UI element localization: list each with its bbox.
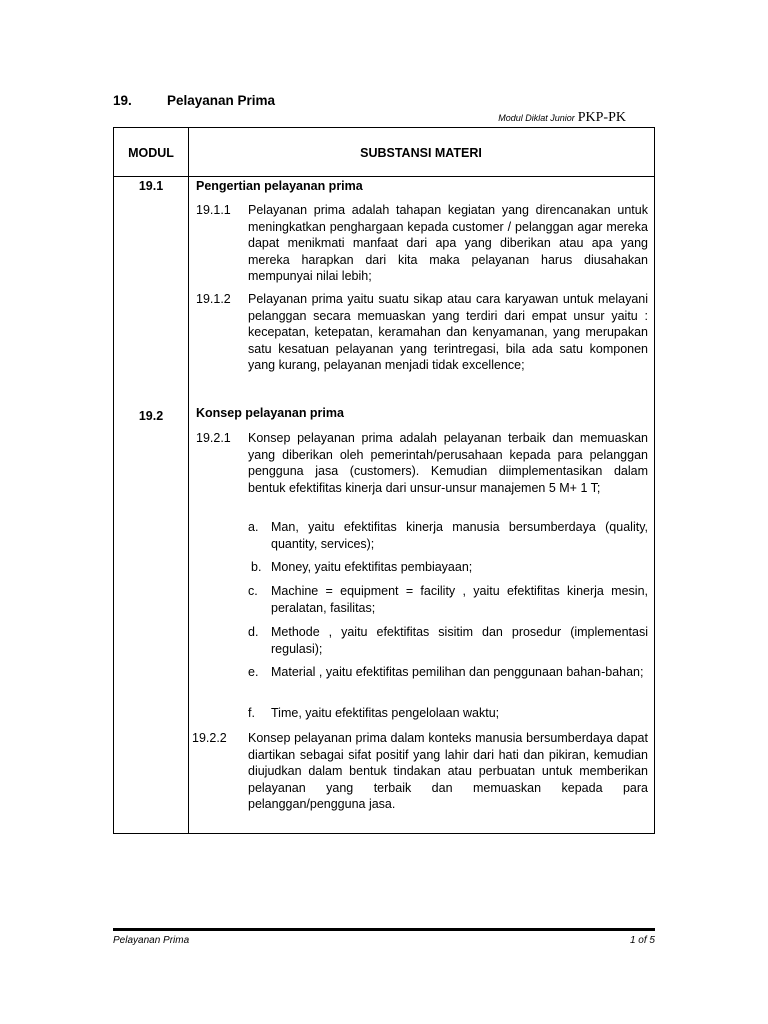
list-item-text: Methode , yaitu efektifitas sisitim dan prosedur (implementasi regulasi); — [271, 625, 648, 656]
module-number-19-2: 19.2 — [138, 409, 164, 423]
paragraph-19-2-1 — [196, 430, 648, 496]
footer-title: Pelayanan Prima — [113, 935, 190, 946]
paragraph-text: Pelayanan prima adalah tahapan kegiatan yang direncanakan untuk meningkatkan penghargaan kepada customer / pelanggan agar mereka dapat menikmati manfaat dari apa yang diberikan atau apa yang mereka harapkan dari kita maka pelayanan harus diusahakan mempunyai nilai lebih; — [248, 203, 648, 283]
list-item-label: c. — [248, 584, 258, 598]
section-heading — [113, 93, 275, 108]
module-header-code: PKP-PK — [577, 110, 626, 125]
list-item-label: f. — [248, 706, 255, 720]
paragraph-number: 19.2.2 — [192, 731, 227, 745]
paragraph-text: Konsep pelayanan prima dalam konteks manusia bersumberdaya dapat diartikan sebagai sifat positif yang lahir dari hati dan pikiran, kemudian diujudkan dalam bentuk tindakan atau perbuatan untuk memberikan pelayanan yang terbaik dan memuaskan kepada para pelanggan/pengguna jasa. — [248, 731, 648, 811]
column-header-substansi: SUBSTANSI MATERI — [360, 146, 482, 160]
list-item-text: Money, yaitu efektifitas pembiayaan; — [271, 560, 473, 574]
paragraph-number: 19.1.2 — [196, 292, 231, 306]
section-title-19-2: Konsep pelayanan prima — [196, 406, 344, 420]
page-number: 1 of 5 — [629, 935, 655, 946]
list-item-label: d. — [248, 625, 259, 639]
table-header-divider — [114, 176, 654, 177]
paragraph-19-2-2 — [192, 730, 648, 813]
list-item-label: e. — [248, 665, 259, 679]
module-header-label: Modul Diklat Junior — [498, 113, 575, 123]
paragraph-number: 19.2.1 — [196, 431, 231, 445]
paragraph-19-1-1 — [196, 202, 648, 285]
paragraph-number: 19.1.1 — [196, 203, 231, 217]
list-item-c — [248, 583, 648, 616]
list-item-label: a. — [248, 520, 259, 534]
list-item-b — [248, 559, 648, 576]
paragraph-text: Pelayanan prima yaitu suatu sikap atau cara karyawan untuk melayani pelanggan secara memuaskan yang terdiri dari empat unsur yaitu : kecepatan, ketepatan, keramahan dan kenyamanan, yang merupakan satu kesatuan pelayanan yang terintregasi, bila ada satu komponen yang kurang, pelayanan menjadi tidak excellence; — [248, 292, 648, 372]
module-number-19-1: 19.1 — [138, 179, 164, 193]
list-item-text: Man, yaitu efektifitas kinerja manusia bersumberdaya (quality, quantity, services); — [271, 520, 648, 551]
footer-rule — [113, 928, 655, 931]
section-title-19-1: Pengertian pelayanan prima — [196, 179, 363, 193]
list-item-e — [248, 664, 648, 681]
list-item-d — [248, 624, 648, 657]
list-item-text: Machine = equipment = facility , yaitu efektifitas kinerja mesin, peralatan, fasilitas; — [271, 584, 648, 615]
paragraph-19-1-2 — [196, 291, 648, 374]
list-item-text: Time, yaitu efektifitas pengelolaan waktu; — [271, 706, 500, 720]
module-header — [498, 110, 626, 126]
paragraph-text: Konsep pelayanan prima adalah pelayanan terbaik dan memuaskan yang diberikan oleh pemerintah/perusahaan kepada para pelanggan pengguna jasa (customers). Kemudian diimplementasikan dalam bentuk efektifitas kinerja dari unsur-unsur manajemen 5 M+ 1 T; — [248, 431, 648, 495]
list-item-f — [248, 705, 648, 722]
content-table — [113, 127, 655, 834]
list-item-text: Material , yaitu efektifitas pemilihan dan penggunaan bahan-bahan; — [271, 665, 644, 679]
section-heading-number: 19. — [113, 93, 132, 108]
table-column-divider — [188, 128, 189, 833]
list-item-label: b. — [251, 560, 262, 574]
section-heading-title: Pelayanan Prima — [167, 93, 276, 108]
column-header-modul: MODUL — [128, 146, 174, 160]
list-item-a — [248, 519, 648, 552]
